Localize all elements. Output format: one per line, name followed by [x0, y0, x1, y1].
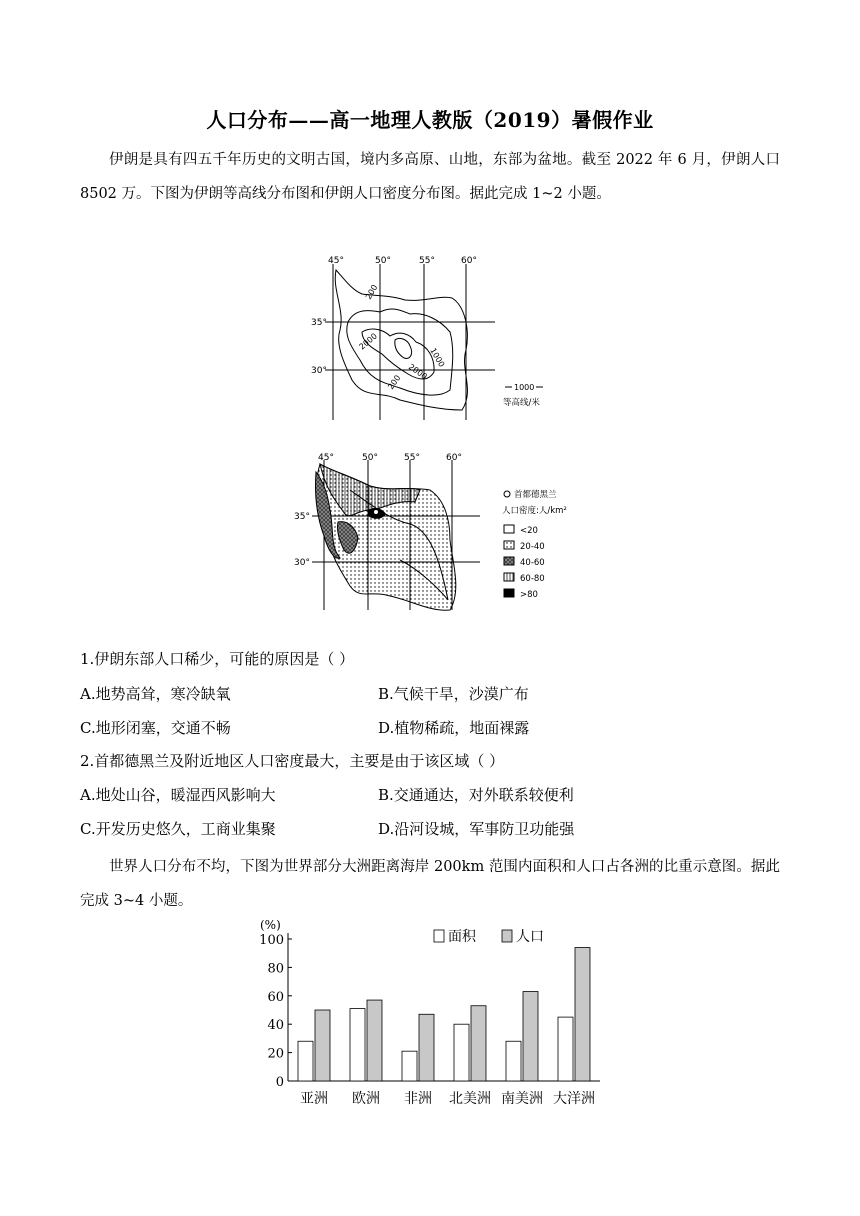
- intro-paragraph-1: 伊朗是具有四五千年历史的文明古国，境内多高原、山地，东部为盆地。截至 2022 年 6 月，伊朗人口 8502 万。下图为伊朗等高线分布图和伊朗人口密度分布图。据此完成 1~2 小题。: [80, 152, 780, 202]
- bar-人口: [419, 1014, 434, 1081]
- bar-人口: [315, 1010, 330, 1081]
- bar-人口: [471, 1006, 486, 1081]
- contour-label: 200: [386, 373, 403, 392]
- legend-class-4: 60-80: [520, 574, 545, 584]
- iran-contour-map: [300, 250, 560, 420]
- x-tick-label: 大洋洲: [553, 1091, 595, 1107]
- legend-class-5: >80: [520, 590, 538, 600]
- y-tick-label: 100: [259, 933, 284, 948]
- page-title: 人口分布——高一地理人教版（2019）暑假作业: [206, 108, 654, 132]
- bar-面积: [298, 1041, 313, 1081]
- lat-label-30: 30°: [311, 366, 327, 376]
- contour-label: 2000: [357, 331, 379, 352]
- question-2-option-b: B.交通通达，对外联系较便利: [378, 786, 574, 804]
- bar-面积: [558, 1017, 573, 1081]
- intro-paragraph-2: 世界人口分布不均，下图为世界部分大洲距离海岸 200km 范围内面积和人口占各洲的比重示意图。据此完成 3~4 小题。: [80, 859, 780, 909]
- question-2-stem: 2.首都德黑兰及附近地区人口密度最大，主要是由于该区域（ ）: [80, 752, 505, 770]
- x-tick-label: 亚洲: [300, 1091, 328, 1107]
- iran-population-density-map: [290, 450, 590, 620]
- y-tick-label: 80: [267, 961, 284, 977]
- question-1-stem: 1.伊朗东部人口稀少，可能的原因是（ ）: [80, 650, 355, 668]
- legend-label: 面积: [448, 929, 476, 945]
- lon-label-45: 45°: [318, 453, 334, 463]
- question-1-option-a: A.地势高耸，寒冷缺氧: [80, 685, 231, 703]
- legend-capital: 首都德黑兰: [514, 490, 557, 500]
- bar-面积: [454, 1024, 469, 1081]
- bar-面积: [506, 1041, 521, 1081]
- contour-label: 1000: [428, 346, 447, 369]
- question-1-option-b: B.气候干旱，沙漠广布: [378, 685, 529, 703]
- legend-density-title: 人口密度:人/km²: [502, 506, 567, 516]
- question-2-option-c: C.开发历史悠久，工商业集聚: [80, 820, 276, 838]
- question-1-option-d: D.植物稀疏，地面裸露: [378, 719, 530, 737]
- x-tick-label: 非洲: [404, 1091, 432, 1107]
- lat-label-30: 30°: [294, 558, 310, 568]
- legend-label: 人口: [516, 929, 544, 945]
- bar-面积: [402, 1051, 417, 1081]
- y-tick-label: 20: [267, 1046, 284, 1062]
- bar-人口: [367, 1000, 382, 1081]
- lon-label-55: 55°: [404, 453, 420, 463]
- y-axis-label: (%): [260, 918, 281, 932]
- contour-label: 200: [363, 283, 380, 301]
- question-1-option-c: C.地形闭塞，交通不畅: [80, 719, 231, 737]
- question-2-option-a: A.地处山谷，暖湿西风影响大: [80, 786, 276, 804]
- x-tick-label: 欧洲: [352, 1091, 380, 1107]
- lat-label-35: 35°: [294, 512, 310, 522]
- y-tick-label: 60: [267, 989, 284, 1005]
- bar-面积: [350, 1009, 365, 1081]
- coastal-area-population-chart: [240, 910, 620, 1115]
- legend-swatch: [434, 930, 444, 942]
- lon-label-45: 45°: [328, 256, 344, 266]
- lon-label-50: 50°: [375, 256, 391, 266]
- lon-label-60: 60°: [461, 256, 477, 266]
- bar-人口: [575, 948, 590, 1081]
- bar-人口: [523, 992, 538, 1081]
- question-2-option-d: D.沿河设城，军事防卫功能强: [378, 820, 575, 838]
- lon-label-60: 60°: [446, 453, 462, 463]
- y-tick-label: 40: [267, 1018, 284, 1034]
- legend-swatch: [502, 930, 512, 942]
- x-tick-label: 北美洲: [449, 1091, 491, 1107]
- legend-class-2: 20-40: [520, 542, 545, 552]
- x-tick-label: 南美洲: [501, 1091, 543, 1107]
- legend-contour-caption: 等高线/米: [503, 398, 540, 408]
- legend-class-1: <20: [520, 526, 538, 536]
- legend-class-3: 40-60: [520, 558, 545, 568]
- lat-label-35: 35°: [311, 318, 327, 328]
- lon-label-55: 55°: [419, 256, 435, 266]
- legend-contour-value: 1000: [514, 383, 535, 392]
- lon-label-50: 50°: [362, 453, 378, 463]
- contour-label: 2000: [406, 362, 429, 382]
- y-tick-label: 0: [275, 1075, 284, 1090]
